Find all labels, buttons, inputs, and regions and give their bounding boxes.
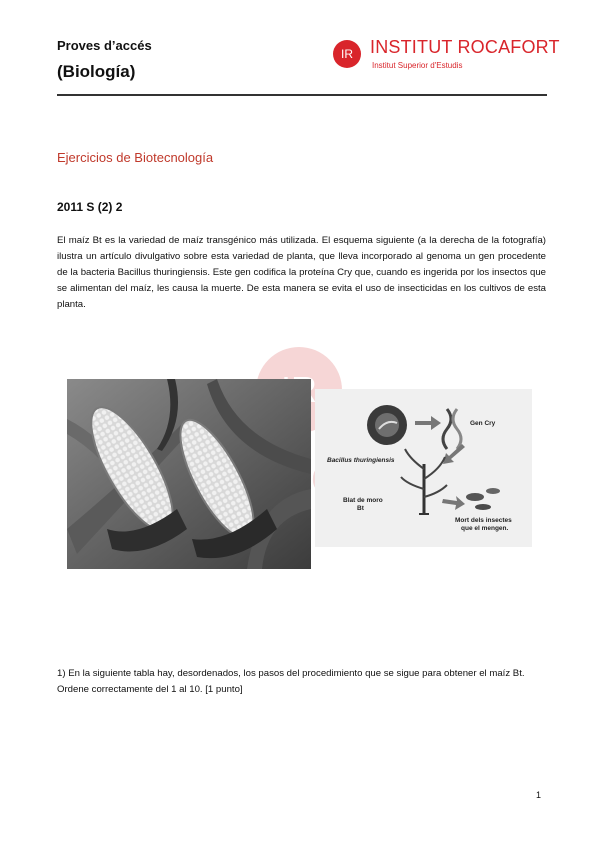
header-subject: (Biología) (57, 62, 136, 81)
question-reference: 2011 S (2) 2 (57, 200, 123, 214)
institute-logo-icon: IR (333, 40, 361, 68)
bacteria-label: Bacillus thuringiensis (327, 457, 395, 464)
question-text: 1) En la siguiente tabla hay, desordenados, los pasos del procedimiento que se sigue para obtener el maíz Bt. Ordene correctamente del 1 al 10. [1 punto] (57, 668, 525, 695)
header-divider (57, 94, 547, 96)
page-number: 1 (536, 790, 542, 800)
insects-label: Mort dels insectes que el mengen. (455, 517, 512, 532)
plant-label: Blat de moro Bt (343, 497, 383, 512)
section-title: Ejercicios de Biotecnología (57, 150, 214, 165)
gene-label: Gen Cry (470, 420, 496, 427)
institute-name: INSTITUT ROCAFORT (370, 37, 560, 57)
intro-paragraph: El maíz Bt es la variedad de maíz transgénico más utilizada. El esquema siguiente (a la derecha de la fotografía) ilustra un artículo divulgativo sobre esta variedad de planta, que lleva incorporado al genoma un gen procedente de la bacteria Bacillus thuringiensis. Este gen codifica la proteína Cry que, cuando es ingerida por los insectos que se alimentan del maíz, les causa la muerte. De esta manera se evita el uso de insecticidas en los cultivos de esta planta. (57, 235, 546, 310)
institute-subtitle: Institut Superior d'Estudis (372, 61, 463, 70)
header-title: Proves d’accés (57, 38, 152, 53)
bt-corn-diagram (315, 389, 532, 547)
corn-photo (67, 379, 311, 569)
